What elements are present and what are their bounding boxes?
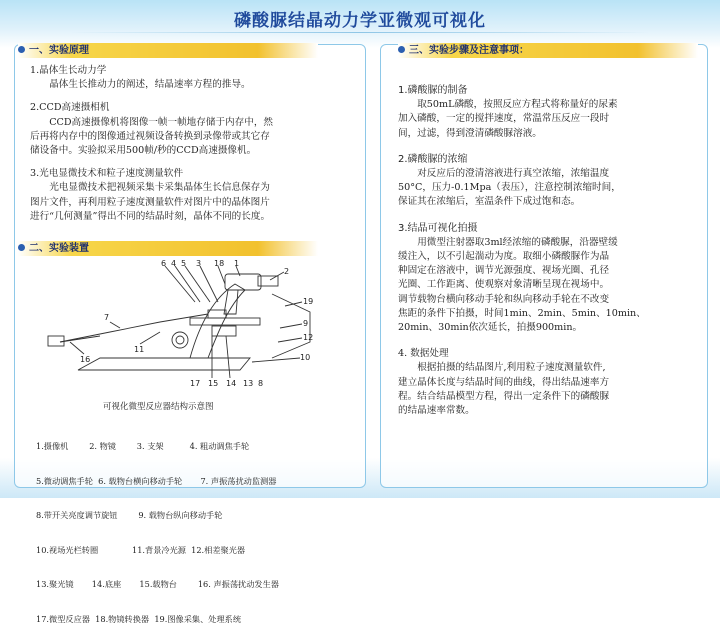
step-3-line-3: 种固定在溶液中，调节光源强度、视场光圈、孔径 (398, 265, 610, 277)
microscope-arm (190, 284, 245, 358)
bullet-icon (18, 46, 25, 53)
principle-text (30, 64, 360, 224)
legend-line-1: 1.摄像机 2. 物镜 3. 支架 4. 粗动调焦手轮 (36, 441, 250, 451)
principle-item-3-line-2: 图片文件，再利用粒子速度测量软件对图片中的晶体图片 (30, 196, 270, 208)
callout-10: 10 (300, 353, 311, 362)
section-apparatus-label: 二、实验装置 (29, 243, 89, 254)
callout-14: 14 (226, 379, 237, 388)
step-4-line-4: 的结晶速率常数。 (398, 405, 475, 417)
section-apparatus-heading (18, 241, 318, 256)
cable (60, 314, 208, 342)
principle-item-3-line-1: 光电显微技术把视频采集卡采集晶体生长信息保存为 (49, 182, 270, 194)
coarse-focus-knob (172, 332, 188, 348)
legend-line-4: 10.视场光栏转圈 11.背景冷光源 12.相差聚光器 (36, 544, 246, 555)
diagram-legend (36, 418, 279, 637)
diagram-caption: 可视化微型反应器结构示意图 (103, 402, 214, 412)
micro-reactor (208, 310, 226, 318)
page-title: 磷酸脲结晶动力学亚微观可视化 (234, 11, 486, 31)
step-4-line-2: 建立晶体长度与结晶时间的曲线，得出结晶速率方 (398, 376, 610, 388)
section-principle-heading (18, 43, 318, 58)
step-2-line-2: 50°C，压力-0.1Mpa（表压），注意控制浓缩时间， (398, 182, 621, 194)
callout-3: 3 (196, 259, 202, 268)
condenser (212, 326, 236, 336)
step-3-line-5: 调节载物台横向移动手轮和纵向移动手轮在不改变 (398, 293, 610, 305)
step-3-line-2: 缓注入，以不引起湍动为度。取细小磷酸脲作为晶 (398, 251, 610, 263)
principle-item-1-body: 晶体生长推动力的阐述，结晶速率方程的推导。 (49, 79, 251, 91)
step-4-line-3: 程。结合结晶模型方程，得出一定条件下的磷酸脲 (398, 390, 610, 402)
callout-12: 12 (303, 333, 314, 342)
vibration-generator (48, 336, 64, 346)
callout-17: 17 (190, 379, 201, 388)
step-2-line-3: 保证其在浓缩后，室温条件下成过饱和态。 (398, 196, 581, 208)
step-1-line-1: 取50mL磷酸，按照反应方程式将称量好的尿素 (417, 99, 618, 111)
principle-item-3-line-3: 进行“几何测量”得出不同的结晶时刻，晶体不同的长度。 (30, 210, 271, 222)
steps-text (398, 84, 703, 418)
section-steps-label: 三、实验步骤及注意事项： (409, 45, 529, 56)
section-principle-label: 一、实验原理 (29, 45, 89, 56)
section-steps-heading (398, 43, 698, 58)
callout-4: 4 (171, 259, 177, 268)
legend-line-6: 17.微型反应器 18.物镜转换器 19.图像采集、处理系统 (36, 613, 242, 624)
principle-item-2-line-1: CCD高速摄像机将图像一帧一帧地存储于内存中，然 (49, 116, 274, 128)
callout-6: 6 (161, 259, 167, 268)
callout-16: 16 (80, 355, 91, 364)
principle-item-2-title: 2.CCD高速摄相机 (30, 102, 110, 114)
step-3-line-1: 用微型注射器取3ml经浓缩的磷酸脲，沿器壁缓 (417, 236, 618, 248)
principle-item-3-title: 3.光电显微技术和粒子速度测量软件 (30, 168, 184, 180)
callout-1: 1 (234, 259, 240, 268)
step-2-line-1: 对反应后的澄清溶液进行真空浓缩，浓缩温度 (417, 168, 610, 180)
callout-13: 13 (243, 379, 254, 388)
step-1-line-2: 加入磷酸，一定的搅拌速度，常温常压反应一段时 (398, 113, 610, 125)
callout-18: 18 (214, 259, 225, 268)
step-4-title: 4. 数据处理 (398, 348, 449, 360)
callout-5: 5 (181, 259, 187, 268)
callout-11: 11 (134, 345, 145, 354)
callout-2: 2 (284, 267, 290, 276)
callout-9: 9 (303, 319, 309, 328)
callout-8: 8 (258, 379, 264, 388)
legend-line-5: 13.聚光镜 14.底座 15.载物台 16. 声振荡扰动发生器 (36, 579, 279, 589)
callout-7: 7 (104, 313, 110, 322)
step-2-title: 2.磷酸脲的浓缩 (398, 153, 468, 165)
step-3-line-7: 20min、30min依次延长，拍摄900min。 (398, 322, 583, 334)
callout-15: 15 (208, 379, 219, 388)
step-3-line-4: 光圈、工作距离、使观察对象清晰呈现在视场中。 (398, 279, 610, 291)
legend-line-2: 5.微动调焦手轮 6. 载物台横向移动手轮 7. 声振荡扰动监测器 (36, 475, 277, 486)
step-4-line-1: 根据拍摄的结晶图片,利用粒子速度测量软件, (417, 362, 606, 374)
step-1-title: 1.磷酸脲的制备 (398, 85, 468, 96)
title-divider (70, 32, 650, 33)
principle-item-2-line-2: 后再将内存中的图像通过视频设备转换到录像带或其它存 (30, 130, 270, 142)
bullet-icon (398, 46, 405, 53)
microscope-base (78, 358, 250, 370)
principle-item-2-line-3: 储设备中。实验拟采用500帧/秒的CCD高速摄像机。 (30, 145, 257, 157)
principle-item-1-title: 1.晶体生长动力学 (30, 65, 107, 76)
step-3-title: 3.结晶可视化拍摄 (398, 222, 478, 234)
bullet-icon (18, 244, 25, 251)
legend-line-3: 8.带开关亮度调节旋钮 9. 载物台纵向移动手轮 (36, 510, 223, 520)
fine-focus-knob (176, 336, 184, 344)
step-1-line-3: 间，过滤，得到澄清磷酸脲溶液。 (398, 127, 542, 139)
step-3-line-6: 焦距的条件下拍摄，时间1min、2min、5min、10min、 (398, 307, 646, 319)
callout-19: 19 (303, 297, 314, 306)
microscope-diagram (40, 259, 330, 394)
